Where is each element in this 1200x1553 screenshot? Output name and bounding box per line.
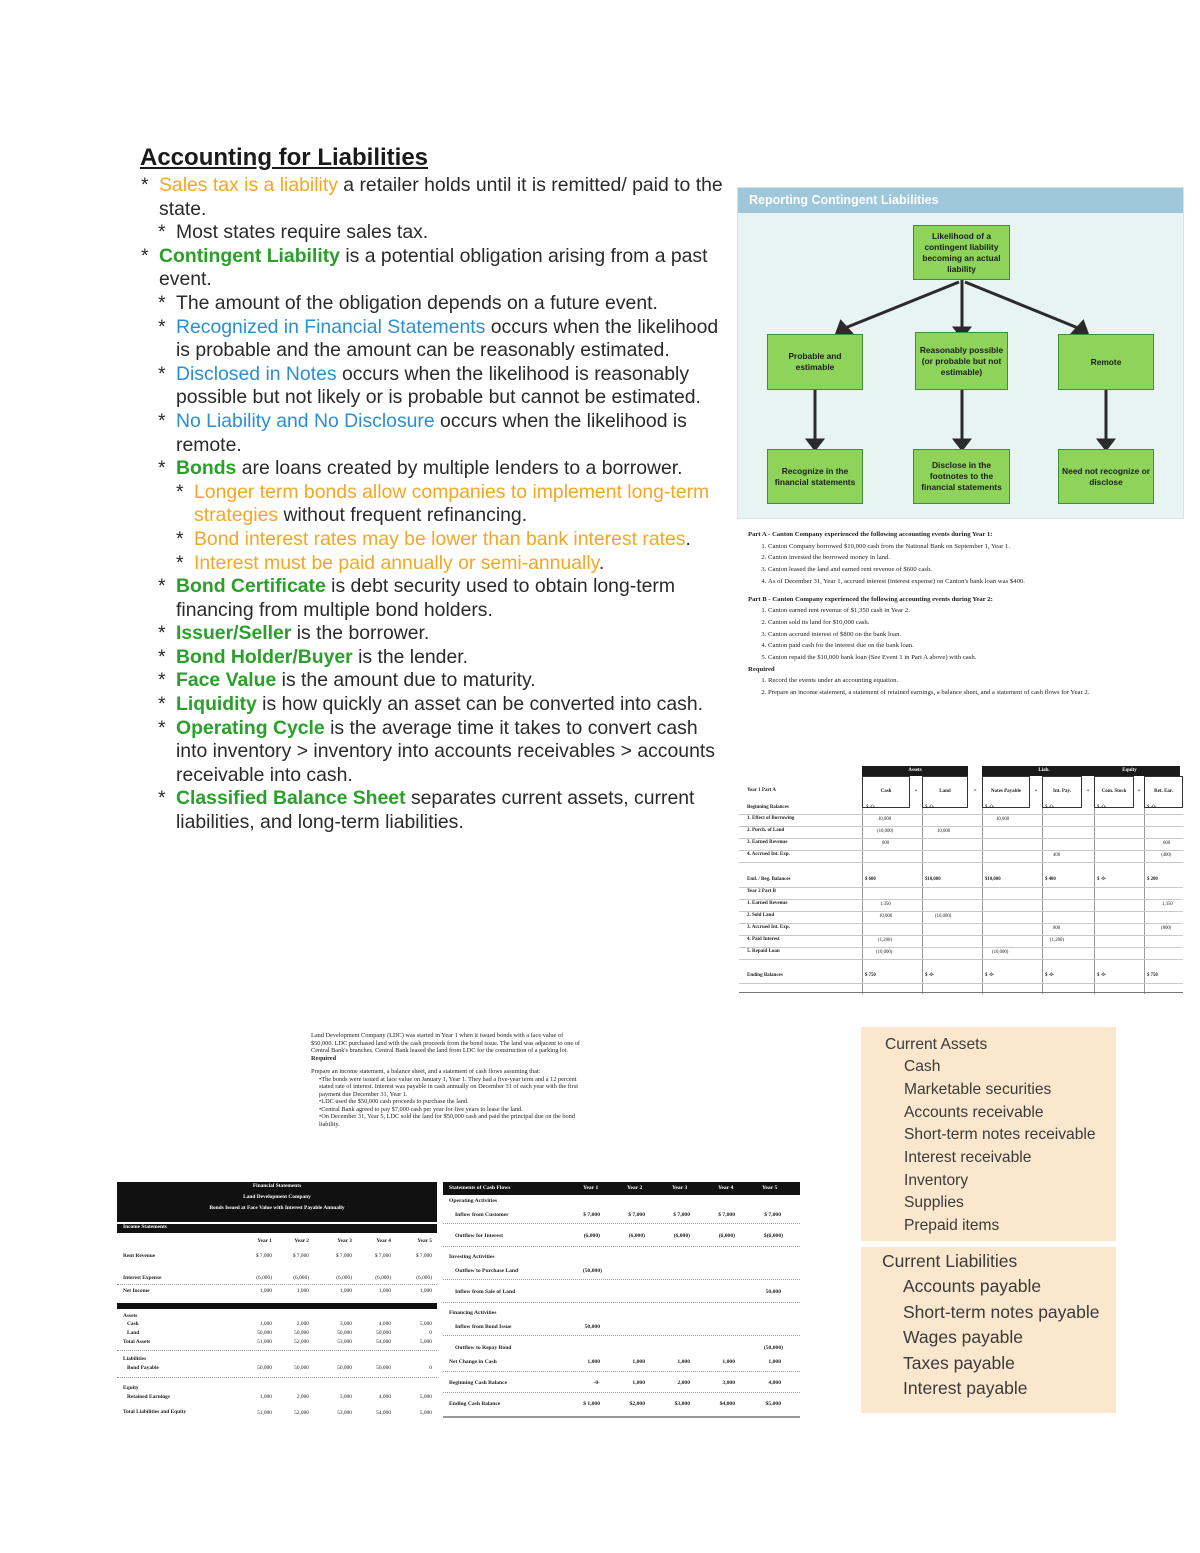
- grid-line: [982, 808, 983, 994]
- box-reasonably-possible: Reasonably possible (or probable but not estimable): [915, 332, 1008, 390]
- cf-label: Outflow for Interest: [455, 1233, 503, 1239]
- cell: (10,000): [992, 950, 1009, 955]
- fs-year: Year 4: [376, 1238, 391, 1244]
- part-a-item: 4. As of December 31, Year 1, accrued interest (interest expense) on Canton's bank loan was $400.: [768, 576, 1188, 588]
- current-liability-item: Wages payable: [903, 1327, 1023, 1347]
- cell: $ -0-: [1045, 805, 1055, 810]
- cf-year: Year 1: [583, 1185, 599, 1191]
- grid-line: [922, 808, 923, 994]
- cell: $ -0-: [925, 805, 935, 810]
- header-liab: Liab.: [982, 766, 1106, 776]
- fs-value: 1,000: [419, 1288, 432, 1294]
- fs-value: 50,000: [294, 1365, 309, 1371]
- grid-line: [739, 911, 1183, 912]
- fs-label: Assets: [123, 1313, 138, 1319]
- row-label: Year 2 Part B: [747, 889, 776, 894]
- cell: $ 400: [1045, 877, 1056, 882]
- page-title: Accounting for Liabilities: [140, 144, 429, 171]
- bullet-face-value: * Face Value is the amount due to maturity.: [157, 669, 730, 693]
- cell: 10,000: [879, 914, 893, 919]
- fs-header-2: Land Development Company: [243, 1194, 311, 1200]
- cell: (1,200): [878, 938, 892, 943]
- fs-value: 2,000: [296, 1394, 309, 1400]
- fs-value: $ 7,000: [255, 1253, 272, 1259]
- row-label: Ending Balances: [747, 973, 783, 978]
- ldc-list-item: • The bonds were issued at face value on January 1, Year 1. They had a five-year term and a 12 percent stated rate of interest. Interest was payable in cash annually on December 31 of each year with the first payment due December 31, Year 1.: [319, 1076, 583, 1099]
- fs-value: 1,000: [339, 1288, 352, 1294]
- fs-rule: [117, 1377, 437, 1378]
- current-liability-item: Taxes payable: [903, 1353, 1015, 1373]
- cf-value: 50,000: [584, 1324, 600, 1330]
- grid-line: [739, 850, 1183, 851]
- bullet-operating-cycle: * Operating Cycle is the average time it takes to convert cash into inventory > inventory into accounts receivables > accounts receivable into cash.: [157, 717, 730, 788]
- cell: $ -0-: [1097, 973, 1107, 978]
- cf-rule: [443, 1416, 800, 1418]
- cf-section: Investing Activities: [449, 1254, 495, 1260]
- fs-value: 1,000: [259, 1288, 272, 1294]
- row-label: 1. Effect of Borrowing: [747, 816, 795, 821]
- fs-value: 50,000: [376, 1365, 391, 1371]
- fs-value: 0: [429, 1330, 432, 1336]
- fs-value: $ 7,000: [415, 1253, 432, 1259]
- bullet-sales-tax: * Sales tax is a liability a retailer holds until it is remitted/ paid to the state.: [140, 174, 730, 221]
- cell: $10,000: [925, 877, 941, 882]
- grid-line: [739, 887, 1183, 888]
- cell: (1,200): [1050, 938, 1064, 943]
- part-a-heading: Part A - Canton Company experienced the following accounting events during Year 1:: [748, 531, 993, 538]
- cell: $ -0-: [925, 973, 935, 978]
- part-b-heading: Part B - Canton Company experienced the following accounting events during Year 2:: [748, 595, 993, 603]
- row-label: Beginning Balances: [747, 805, 789, 810]
- grid-line: [862, 808, 863, 994]
- fs-value: 2,000: [296, 1321, 309, 1327]
- fs-value: 52,000: [294, 1339, 309, 1345]
- cf-value: $4,000: [719, 1401, 735, 1407]
- fs-value: 50,000: [337, 1365, 352, 1371]
- cf-rule: [443, 1279, 800, 1280]
- arrow-right-top: [965, 282, 1078, 328]
- current-asset-item: Short-term notes receivable: [904, 1126, 1096, 1143]
- fs-income-heading: Income Statements: [117, 1224, 437, 1233]
- ldc-required: Required: [311, 1054, 337, 1062]
- arrowhead-right-bottom: [1099, 440, 1113, 449]
- cf-rule: [443, 1246, 800, 1247]
- fs-label: Liabilities: [123, 1356, 147, 1362]
- part-a-item: 2. Canton invested the borrowed money in land.: [768, 552, 1188, 564]
- cf-year: Year 3: [672, 1185, 688, 1191]
- arrowhead-center-bottom: [955, 440, 969, 449]
- part-a-item: 3. Canton leased the land and earned rent revenue of $600 cash.: [768, 564, 1188, 576]
- cf-value: $3,000: [674, 1401, 690, 1407]
- cell: $ -0-: [1045, 973, 1055, 978]
- cf-value: 4,000: [768, 1380, 781, 1386]
- current-liability-item: Accounts payable: [903, 1276, 1042, 1296]
- cf-value: -0-: [593, 1380, 600, 1386]
- part-a-item: 1. Canton Company borrowed $10,000 cash from the National Bank on September 1, Year 1.: [768, 541, 1188, 553]
- fs-header-band: [117, 1182, 437, 1222]
- grid-line: [1094, 808, 1095, 994]
- fs-value: 3,000: [339, 1394, 352, 1400]
- fs-value: $ 7,000: [335, 1253, 352, 1259]
- cf-value: $5,000: [765, 1401, 781, 1407]
- cf-value: 1,000: [632, 1380, 645, 1386]
- fs-value: (6,000): [416, 1275, 432, 1281]
- cf-value: $ 7,000: [718, 1212, 735, 1218]
- cf-value: (50,000): [582, 1268, 602, 1274]
- cell: 600: [1163, 841, 1171, 846]
- cf-rule: [443, 1392, 800, 1393]
- cell: (400): [1161, 853, 1172, 858]
- bullet-longer-term: * Longer term bonds allow companies to implement long-term strategies without frequent refinancing.: [175, 481, 730, 528]
- cf-value: 1,000: [768, 1359, 781, 1365]
- fs-year: Year 1: [257, 1238, 272, 1244]
- cell: 1,350: [1162, 902, 1173, 907]
- bullet-liquidity: * Liquidity is how quickly an asset can be converted into cash.: [157, 693, 730, 717]
- current-asset-item: Supplies: [904, 1194, 964, 1211]
- fs-label: Retained Earnings: [127, 1394, 170, 1400]
- op-equals: =: [973, 789, 977, 794]
- fs-label: Total Assets: [123, 1339, 151, 1345]
- op-plus: +: [1086, 789, 1090, 794]
- bullet-disclosed: * Disclosed in Notes occurs when the likelihood is reasonably possible but not likely or is probable but cannot be estimated.: [157, 363, 730, 410]
- cf-value: 1,000: [587, 1359, 600, 1365]
- financial-statements-table: [117, 1182, 437, 1426]
- bullet-recognized: * Recognized in Financial Statements occurs when the likelihood is probable and the amount can be reasonably estimated.: [157, 316, 730, 363]
- fs-value: 1,000: [296, 1288, 309, 1294]
- cf-label: Outflow to Purchase Land: [455, 1268, 519, 1274]
- current-asset-item: Interest receivable: [904, 1149, 1032, 1166]
- cf-value: $(6,000): [763, 1233, 783, 1239]
- fs-label: Rent Revenue: [123, 1253, 156, 1259]
- current-asset-item: Accounts receivable: [904, 1104, 1044, 1121]
- row-label: 5. Repaid Loan: [747, 949, 780, 954]
- cell: $ 750: [1147, 973, 1158, 978]
- current-liability-item: Interest payable: [903, 1378, 1028, 1398]
- bullet-interest-rates: * Bond interest rates may be lower than bank interest rates.: [175, 528, 730, 552]
- current-asset-item: Prepaid items: [904, 1217, 1000, 1234]
- current-liability-item: Short-term notes payable: [903, 1302, 1100, 1322]
- box-recognize: Recognize in the financial statements: [767, 449, 863, 504]
- fs-value: 52,000: [294, 1410, 309, 1416]
- cf-value: (6,000): [628, 1233, 645, 1239]
- cell: (10,000): [935, 914, 952, 919]
- fs-year: Year 5: [417, 1238, 432, 1244]
- bullet-issuer: * Issuer/Seller is the borrower.: [157, 622, 730, 646]
- cell: 10,000: [878, 817, 892, 822]
- cf-year: Year 4: [718, 1185, 734, 1191]
- cash-flow-table: [443, 1182, 800, 1426]
- cf-label: Inflow from Customer: [455, 1212, 509, 1218]
- cf-value: $ 7,000: [764, 1212, 781, 1218]
- bullet-holder: * Bond Holder/Buyer is the lender.: [157, 646, 730, 670]
- cf-label: Outflow to Repay Bond: [455, 1345, 512, 1351]
- cf-value: (6,000): [718, 1233, 735, 1239]
- fs-label: Total Liabilities and Equity: [123, 1409, 187, 1415]
- fs-value: 3,000: [339, 1321, 352, 1327]
- cf-section: Financing Activities: [449, 1310, 497, 1316]
- cf-value: (6,000): [673, 1233, 690, 1239]
- cell: (10,000): [877, 829, 894, 834]
- fs-header-1: Financial Statements: [252, 1183, 302, 1189]
- cf-value: $ 7,000: [628, 1212, 645, 1218]
- grid-line: [739, 862, 1183, 863]
- cf-section: Operating Activities: [449, 1198, 498, 1204]
- required-item: 1. Record the events under an accounting equation.: [768, 675, 1188, 687]
- grid-line: [739, 992, 1183, 993]
- row-label: 3. Earned Revenue: [747, 840, 788, 845]
- cell: 10,000: [996, 817, 1010, 822]
- fs-value: 5,000: [419, 1321, 432, 1327]
- accounting-equation-table: [739, 766, 1183, 994]
- contingent-liability-flowchart: [737, 187, 1184, 519]
- col-com-stock: Com. Stock: [1094, 776, 1134, 808]
- fs-rule: [117, 1284, 437, 1285]
- col-cash: Cash: [862, 776, 910, 808]
- header-assets: Assets: [862, 766, 968, 776]
- cell: 10,000: [937, 829, 951, 834]
- cell: $10,000: [985, 877, 1001, 882]
- canton-exercise: [748, 529, 1188, 699]
- cf-value: 1,000: [722, 1359, 735, 1365]
- cf-year: Year 5: [762, 1185, 778, 1191]
- cf-label: Net Change in Cash: [449, 1359, 497, 1365]
- grid-line: [1144, 808, 1145, 994]
- cf-value: $ 7,000: [583, 1212, 600, 1218]
- ldc-list-item: • Central Bank agreed to pay $7,000 cash per year for five years to lease the land.: [319, 1106, 583, 1114]
- fs-year: Year 2: [294, 1238, 309, 1244]
- fs-value: 54,000: [376, 1410, 391, 1416]
- bullet-no-liability: * No Liability and No Disclosure occurs when the likelihood is remote.: [157, 410, 730, 457]
- part-b-item: 3. Canton accrued interest of $800 on the bank loan.: [768, 629, 1188, 641]
- cell: $ -0-: [1097, 877, 1107, 882]
- bullet-interest-paid: * Interest must be paid annually or semi-annually.: [175, 552, 730, 576]
- col-ret-ear: Ret. Ear.: [1144, 776, 1183, 808]
- box-probable: Probable and estimable: [767, 334, 863, 390]
- fs-value: 50,000: [376, 1330, 391, 1336]
- grid-line: [739, 947, 1183, 948]
- cell: 400: [1053, 853, 1061, 858]
- op-plus: +: [1137, 789, 1141, 794]
- box-disclose: Disclose in the footnotes to the financial statements: [913, 449, 1010, 504]
- cell: $ -0-: [985, 973, 995, 978]
- cf-label: Inflow from Bond Issue: [455, 1324, 512, 1330]
- fs-label: Bond Payable: [127, 1365, 159, 1371]
- cell: (800): [1161, 926, 1172, 931]
- fs-divider-band: [117, 1303, 437, 1309]
- fs-rule: [117, 1350, 437, 1351]
- cf-value: 1,000: [677, 1359, 690, 1365]
- col-int-pay: Int. Pay.: [1042, 776, 1082, 808]
- fs-value: 51,000: [257, 1339, 272, 1345]
- fs-value: (6,000): [336, 1275, 352, 1281]
- cf-year: Year 2: [627, 1185, 643, 1191]
- op-plus: +: [914, 789, 918, 794]
- current-asset-item: Inventory: [904, 1172, 969, 1189]
- fs-value: 50,000: [294, 1330, 309, 1336]
- fs-value: 50,000: [257, 1330, 272, 1336]
- current-liabilities-title: Current Liabilities: [882, 1251, 1018, 1271]
- grid-line: [739, 814, 1183, 815]
- current-assets-title: Current Assets: [885, 1036, 988, 1053]
- bullet-classified-balance: * Classified Balance Sheet separates current assets, current liabilities, and long-term liabilities.: [157, 787, 730, 834]
- fs-year: Year 3: [337, 1238, 352, 1244]
- fs-value: 0: [429, 1365, 432, 1371]
- box-likelihood: Likelihood of a contingent liability becoming an actual liability: [913, 225, 1010, 280]
- ldc-problem: [311, 1032, 583, 1128]
- cell: 800: [1053, 926, 1061, 931]
- fs-label: Land: [127, 1330, 140, 1336]
- fs-value: (6,000): [375, 1275, 391, 1281]
- fs-value: $ 7,000: [374, 1253, 391, 1259]
- bullet-amount-obligation: * The amount of the obligation depends on a future event.: [157, 292, 730, 316]
- fs-value: 53,000: [337, 1410, 352, 1416]
- ldc-paragraph: Land Development Company (LDC) was started in Year 1 when it issued bonds with a face value of $50,000. LDC purchased land with the cash proceeds from the bond issue. The land was adjacent to one of Central Bank's branches. Central Bank leased the land from LDC for the construction of a parking lot.: [311, 1032, 581, 1054]
- fs-value: 54,000: [376, 1339, 391, 1345]
- cell: 600: [882, 841, 890, 846]
- current-items-panel: [861, 1027, 1116, 1413]
- grid-line: [739, 923, 1183, 924]
- op-plus: +: [1034, 789, 1038, 794]
- cell: 1,350: [880, 902, 891, 907]
- cf-value: (6,000): [583, 1233, 600, 1239]
- cf-rule: [443, 1335, 800, 1336]
- fs-value: $ 7,000: [292, 1253, 309, 1259]
- grid-line: [739, 983, 1183, 984]
- cf-rule: [443, 1371, 800, 1372]
- year1-label: Year 1 Part A: [747, 788, 776, 793]
- row-label: 1. Earned Revenue: [747, 901, 788, 906]
- col-notes-payable: Notes Payable: [982, 776, 1030, 808]
- cell: $ 750: [865, 973, 876, 978]
- fs-value: 50,000: [257, 1365, 272, 1371]
- grid-line: [739, 826, 1183, 827]
- notes-section: [140, 143, 730, 835]
- cell: $ -0-: [1097, 805, 1107, 810]
- bullet-contingent-liability: * Contingent Liability is a potential obligation arising from a past event.: [140, 245, 730, 292]
- fs-value: 51,000: [257, 1410, 272, 1416]
- current-asset-item: Cash: [904, 1058, 941, 1075]
- cf-value: (50,000): [763, 1345, 783, 1351]
- fs-value: 1,000: [259, 1321, 272, 1327]
- grid-line: [739, 838, 1183, 839]
- current-asset-item: Marketable securities: [904, 1081, 1052, 1098]
- fs-value: 4,000: [378, 1321, 391, 1327]
- bullet-bonds: * Bonds are loans created by multiple lenders to a borrower.: [157, 457, 730, 481]
- cf-value: 3,000: [722, 1380, 735, 1386]
- fs-value: 4,000: [378, 1394, 391, 1400]
- panel-divider: [861, 1241, 1116, 1247]
- header-equity: Equity: [1079, 766, 1180, 776]
- row-label: 2. Purch. of Land: [747, 828, 785, 833]
- fs-value: (6,000): [256, 1275, 272, 1281]
- part-b-item: 4. Canton paid cash for the interest due on the bank loan.: [768, 640, 1188, 652]
- cell: (10,000): [876, 950, 893, 955]
- cf-label: Beginning Cash Balance: [449, 1380, 508, 1386]
- grid-line: [739, 899, 1183, 900]
- fs-header-3: Bonds Issued at Face Value with Interest Payable Annually: [209, 1205, 345, 1211]
- cf-header-bar: [443, 1182, 800, 1195]
- fs-value: 5,000: [419, 1410, 432, 1416]
- row-label: 3. Accrued Int. Exp.: [747, 925, 790, 930]
- cf-rule: [443, 1223, 800, 1224]
- fs-value: 5,000: [419, 1394, 432, 1400]
- fs-label: Net Income: [123, 1288, 150, 1294]
- row-label: End. / Beg. Balances: [747, 877, 791, 882]
- row-label: 4. Accrued Int. Exp.: [747, 852, 790, 857]
- cf-rule: [443, 1302, 800, 1303]
- ldc-paragraph: Prepare an income statement, a balance sheet, and a statement of cash flows assuming that:: [311, 1068, 541, 1075]
- fs-value: 1,000: [259, 1394, 272, 1400]
- fs-value: 1,000: [378, 1288, 391, 1294]
- part-b-item: 1. Canton earned rent revenue of $1,350 cash in Year 2.: [768, 605, 1188, 617]
- grid-line: [739, 935, 1183, 936]
- cf-label: Ending Cash Balance: [449, 1401, 501, 1407]
- cf-value: $ 1,000: [583, 1401, 600, 1407]
- row-label: 4. Paid Interest: [747, 937, 780, 942]
- cf-value: 2,000: [677, 1380, 690, 1386]
- cf-title: Statements of Cash Flows: [449, 1185, 511, 1191]
- arrow-left-top: [845, 282, 959, 328]
- required-heading: Required: [748, 665, 775, 673]
- cf-label: Inflow from Sale of Land: [455, 1289, 516, 1295]
- bullet-bond-certificate: * Bond Certificate is debt security used to obtain long-term financing from multiple bond holders.: [157, 575, 730, 622]
- fs-value: 5,000: [419, 1339, 432, 1345]
- cf-value: 1,000: [632, 1359, 645, 1365]
- fs-label: Equity: [123, 1385, 139, 1391]
- box-need-not: Need not recognize or disclose: [1058, 449, 1154, 504]
- cell: $ -0-: [985, 805, 995, 810]
- cell: $ -0-: [866, 805, 876, 810]
- grid-line: [1042, 808, 1043, 994]
- ldc-list-item: • On December 31, Year 5, LDC sold the land for $50,000 cash and paid the principal due on the bond liability.: [319, 1113, 583, 1128]
- row-label: 2. Sold Land: [747, 913, 775, 918]
- cf-value: 50,000: [765, 1289, 781, 1295]
- flowchart-title: Reporting Contingent Liabilities: [738, 188, 1183, 213]
- cell: $ 600: [865, 877, 876, 882]
- required-item: 2. Prepare an income statement, a statement of retained earnings, a balance sheet, and a statement of cash flows for Year 2.: [768, 687, 1188, 699]
- cf-value: $2,000: [629, 1401, 645, 1407]
- fs-value: 53,000: [337, 1339, 352, 1345]
- grid-line: [739, 959, 1183, 960]
- cf-value: $ 7,000: [673, 1212, 690, 1218]
- col-land: Land: [922, 776, 968, 808]
- fs-label: Cash: [127, 1321, 139, 1327]
- cell: $ 200: [1147, 877, 1158, 882]
- part-b-item: 5. Canton repaid the $10,000 bank loan (See Event 1 in Part A above) with cash.: [768, 652, 1188, 664]
- part-b-item: 2. Canton sold its land for $10,000 cash.: [768, 617, 1188, 629]
- arrowhead-left-bottom: [808, 440, 822, 449]
- fs-label: Interest Expense: [123, 1275, 162, 1281]
- fs-value: (6,000): [293, 1275, 309, 1281]
- ldc-list-item: • LDC used the $50,000 cash proceeds to purchase the land.: [319, 1098, 583, 1106]
- box-remote: Remote: [1058, 334, 1154, 390]
- cell: $ -0-: [1147, 805, 1157, 810]
- bullet-most-states: * Most states require sales tax.: [157, 221, 730, 245]
- fs-value: 50,000: [337, 1330, 352, 1336]
